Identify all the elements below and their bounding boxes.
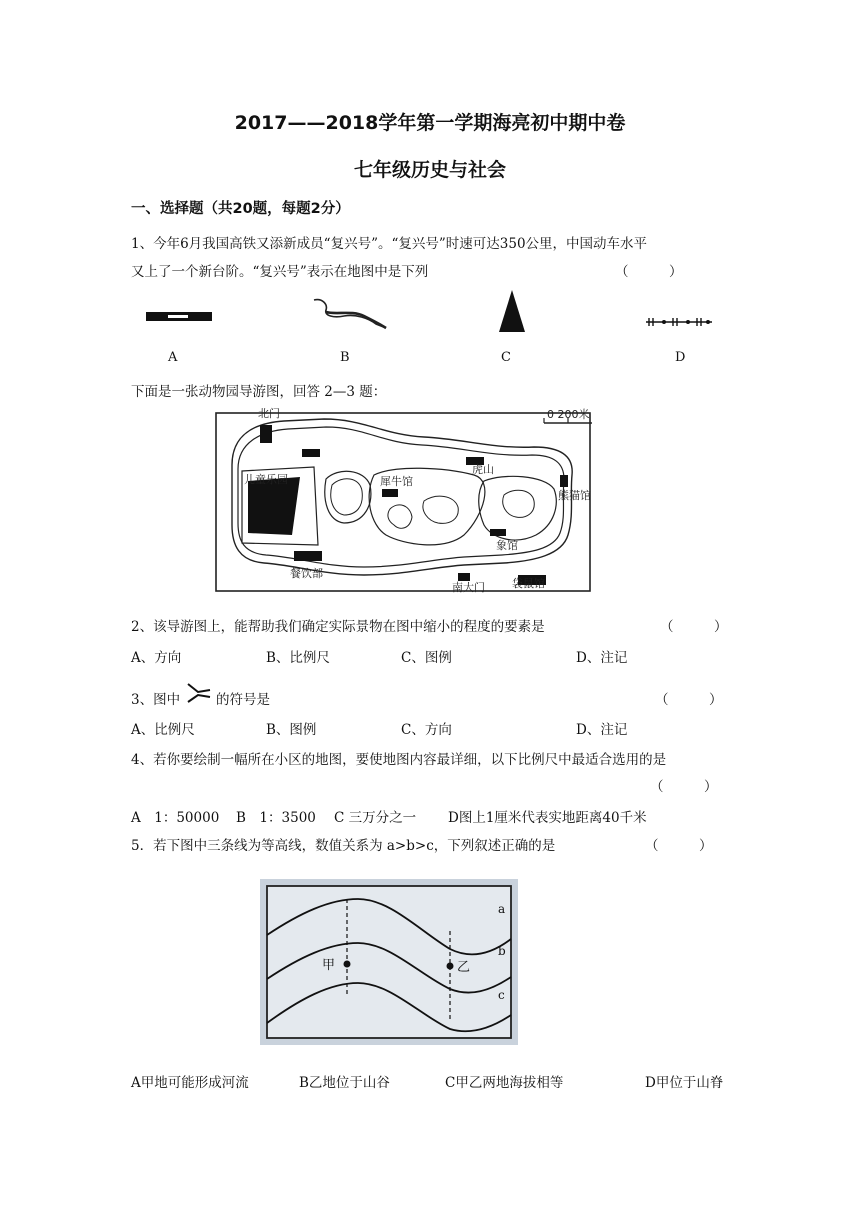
contour-line-figure xyxy=(260,879,518,1045)
q2-option-d: D、注记 xyxy=(576,650,628,666)
q2-option-a: A、方向 xyxy=(131,650,182,666)
q4-option-b: B 1：3500 xyxy=(236,810,316,826)
q4-answer-paren: （ ） xyxy=(650,779,718,795)
q1-option-d: D xyxy=(675,350,686,365)
q1-line1: 1、今年6月我国高铁又添新成员“复兴号”。“复兴号”时速可达350公里，中国动车水平 xyxy=(131,236,648,252)
contour-label-c: c xyxy=(498,988,505,1002)
mountain-peak-symbol-icon xyxy=(498,290,526,334)
q5-option-c: C甲乙两地海拔相等 xyxy=(445,1075,564,1091)
q3-answer-paren: （ ） xyxy=(655,692,723,708)
map-label-rhino-house: 犀牛馆 xyxy=(380,475,413,488)
q5-answer-paren: （ ） xyxy=(645,838,713,854)
q1-option-b: B xyxy=(340,350,350,365)
q1-option-a: A xyxy=(168,350,178,365)
q1-option-c: C xyxy=(501,350,511,365)
point-label-jia: 甲 xyxy=(322,958,336,973)
map-label-children-park: 儿童乐园 xyxy=(244,473,288,486)
map-label-kangaroo-house: 袋鼠馆 xyxy=(512,577,545,590)
q1-answer-paren: （ ） xyxy=(615,264,683,280)
q4-option-a: A 1：50000 xyxy=(131,810,220,826)
map-label-south-gate: 南大门 xyxy=(452,581,485,594)
point-label-yi: 乙 xyxy=(457,960,471,975)
q1-line2: 又上了一个新台阶。“复兴号”表示在地图中是下列 xyxy=(131,264,429,280)
q2-option-b: B、比例尺 xyxy=(266,650,330,666)
q4-option-c: C 三万分之一 xyxy=(334,810,417,826)
page-title: 2017——2018学年第一学期海亮初中期中卷 xyxy=(234,112,626,134)
map-scale-label: 0 200米 xyxy=(547,408,590,421)
contour-label-a: a xyxy=(498,902,506,916)
contour-label-b: b xyxy=(498,944,506,958)
q4-option-d: D图上1厘米代表实地距离40千米 xyxy=(448,810,647,826)
q3-stem-pre: 3、图中 xyxy=(131,692,181,708)
q5-option-a: A甲地可能形成河流 xyxy=(131,1075,249,1091)
q3-option-b: B、图例 xyxy=(266,722,317,738)
map-label-elephant-house: 象馆 xyxy=(496,539,518,552)
river-symbol-icon xyxy=(312,296,388,332)
q2-answer-paren: （ ） xyxy=(660,619,728,635)
zoo-guide-map xyxy=(214,405,594,595)
q3-option-c: C、方向 xyxy=(401,722,452,738)
map-label-restaurant: 餐饮部 xyxy=(290,567,323,580)
q3-option-d: D、注记 xyxy=(576,722,628,738)
map-label-tiger-hill: 虎山 xyxy=(472,463,494,476)
page-subtitle: 七年级历史与社会 xyxy=(353,159,506,181)
q4-stem: 4、若你要绘制一幅所在小区的地图，要使地图内容最详细，以下比例尺中最适合选用的是 xyxy=(131,752,667,768)
q5-option-b: B乙地位于山谷 xyxy=(299,1075,390,1091)
q5-stem: 5．若下图中三条线为等高线，数值关系为 a>b>c，下列叙述正确的是 xyxy=(131,838,556,854)
intro-text: 下面是一张动物园导游图，回答 2—3 题： xyxy=(131,384,387,400)
bridge-symbol-icon xyxy=(186,680,212,706)
section-heading: 一、选择题（共20题，每题2分） xyxy=(131,201,350,217)
q3-option-a: A、比例尺 xyxy=(131,722,195,738)
q3-stem-post: 的符号是 xyxy=(216,692,270,708)
railway-symbol-icon xyxy=(146,310,212,324)
q2-option-c: C、图例 xyxy=(401,650,452,666)
boundary-line-symbol-icon xyxy=(646,316,712,328)
map-label-north-gate: 北门 xyxy=(258,407,280,420)
map-label-panda-house: 熊猫馆 xyxy=(558,489,591,502)
q5-option-d: D甲位于山脊 xyxy=(645,1075,724,1091)
q2-stem: 2、该导游图上，能帮助我们确定实际景物在图中缩小的程度的要素是 xyxy=(131,619,545,635)
